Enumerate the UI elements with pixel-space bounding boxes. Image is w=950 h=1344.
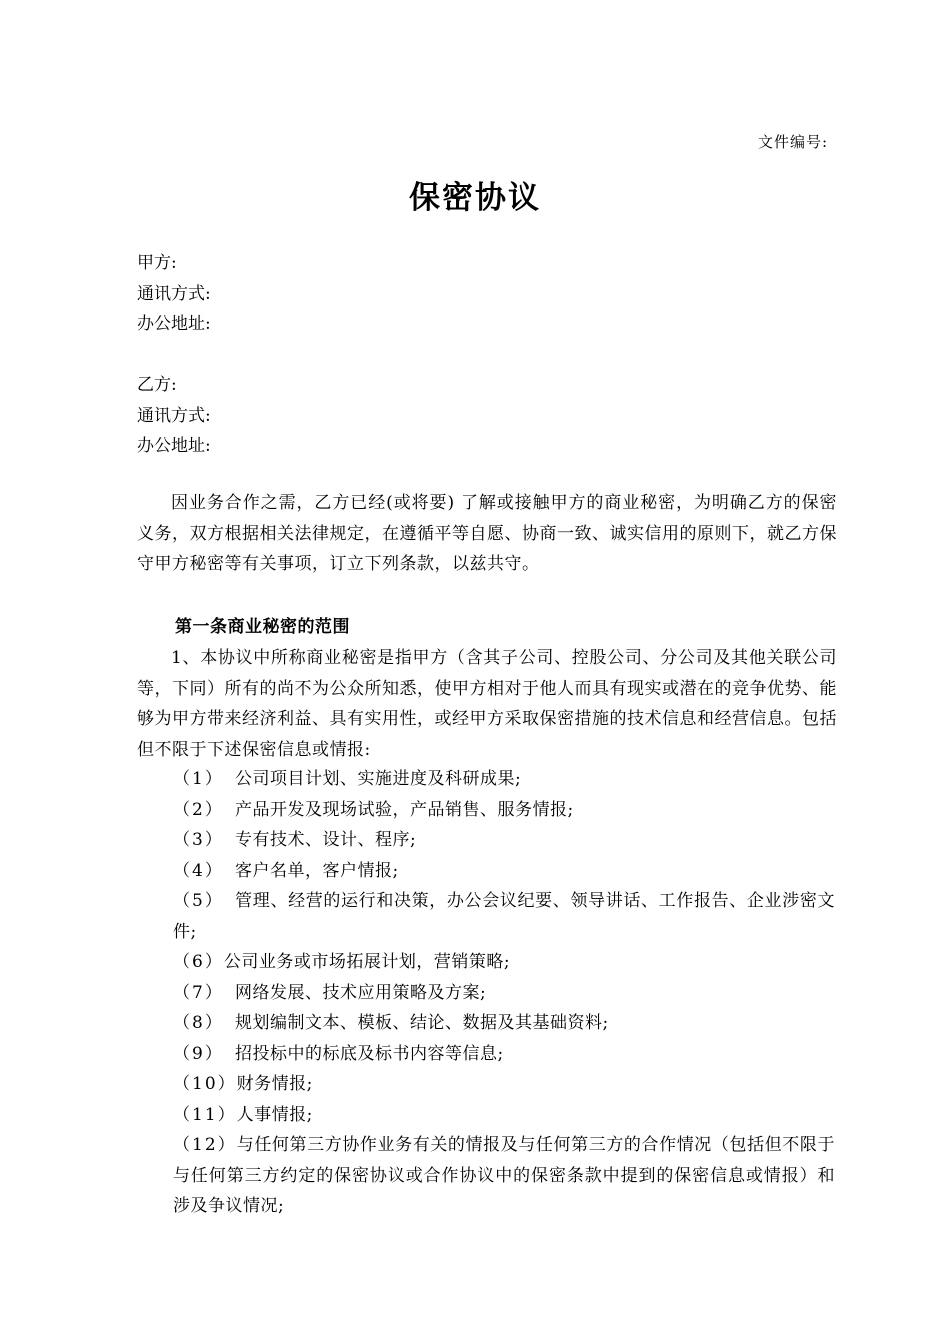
list-item-text: 产品开发及现场试验，产品销售、服务情报; xyxy=(235,799,574,820)
list-item-text: 人事情报; xyxy=(236,1104,313,1125)
list-item-text: 网络发展、技术应用策略及方案; xyxy=(235,982,487,1003)
document-title: 保密协议 xyxy=(409,180,541,216)
list-item-number: （3） xyxy=(173,830,224,850)
party-b-block xyxy=(137,370,837,462)
article-1-clause-1: 1、本协议中所称商业秘密是指甲方（含其子公司、控股公司、分公司及其他关联公司等，下同）所有的尚不为公众所知悉，使甲方相对于他人而具有现实或潜在的竞争优势、能够为甲方带来经济利益、具有实用性，或经甲方采取保密措施的技术信息和经营信息。包括但不限于下述保密信息或情报: xyxy=(137,648,837,760)
list-item-number: （6） xyxy=(173,952,224,972)
list-item xyxy=(173,947,835,978)
list-item-number: （5） xyxy=(173,891,224,911)
list-item xyxy=(173,1008,835,1039)
party-b-name-label: 乙方: xyxy=(137,375,177,395)
list-item xyxy=(173,1039,835,1070)
list-item xyxy=(173,886,835,947)
party-b-contact-label: 通讯方式: xyxy=(137,405,211,426)
list-item-text: 财务情报; xyxy=(236,1074,313,1094)
list-item-number: （2） xyxy=(173,799,224,820)
list-item-number: （8） xyxy=(173,1013,224,1033)
list-item-text: 招投标中的标底及标书内容等信息; xyxy=(235,1043,504,1064)
list-item xyxy=(173,825,835,856)
party-a-block xyxy=(137,248,837,340)
list-item-number: （10） xyxy=(173,1074,237,1094)
list-item-text: 管理、经营的运行和决策，办公会议纪要、领导讲话、工作报告、企业涉密文件; xyxy=(173,891,835,942)
list-item xyxy=(173,978,835,1009)
list-item xyxy=(173,856,835,887)
article-1-heading: 第一条商业秘密的范围 xyxy=(175,617,350,637)
list-item xyxy=(173,1100,835,1131)
list-item-text: 专有技术、设计、程序; xyxy=(235,830,417,850)
list-item-text: 与任何第三方协作业务有关的情报及与任何第三方的合作情况（包括但不限于与任何第三方约定的保密协议或合作协议中的保密条款中提到的保密信息或情报）和涉及争议情况; xyxy=(173,1135,835,1216)
party-a-name-label: 甲方: xyxy=(137,253,177,273)
list-item-number: （1） xyxy=(173,769,224,789)
list-item-number: （7） xyxy=(173,982,224,1003)
party-b-address-label: 办公地址: xyxy=(137,436,211,456)
list-item-text: 规划编制文本、模板、结论、数据及其基础资料; xyxy=(235,1013,609,1033)
list-item-number: （9） xyxy=(173,1043,224,1064)
list-item-number: （4） xyxy=(173,860,224,881)
party-a-contact-label: 通讯方式: xyxy=(137,283,211,304)
list-item-number: （11） xyxy=(173,1104,237,1125)
list-item xyxy=(173,1069,835,1100)
list-item-text: 公司项目计划、实施进度及科研成果; xyxy=(235,769,522,789)
list-item xyxy=(173,764,835,795)
list-item xyxy=(173,1130,835,1222)
list-item-number: （12） xyxy=(173,1135,237,1155)
party-a-address-label: 办公地址: xyxy=(137,314,211,334)
confidential-info-list xyxy=(173,764,835,1222)
list-item-text: 客户名单，客户情报; xyxy=(235,860,399,881)
document-number-label: 文件编号: xyxy=(757,133,828,151)
list-item-text: 公司业务或市场拓展计划，营销策略; xyxy=(223,952,511,972)
intro-paragraph: 因业务合作之需，乙方已经(或将要) 了解或接触甲方的商业秘密，为明确乙方的保密义务，双方根据相关法律规定，在遵循平等自愿、协商一致、诚实信用的原则下，就乙方保守甲方秘密等有关事项，订立下列条款，以兹共守。 xyxy=(137,493,837,574)
list-item xyxy=(173,795,835,826)
